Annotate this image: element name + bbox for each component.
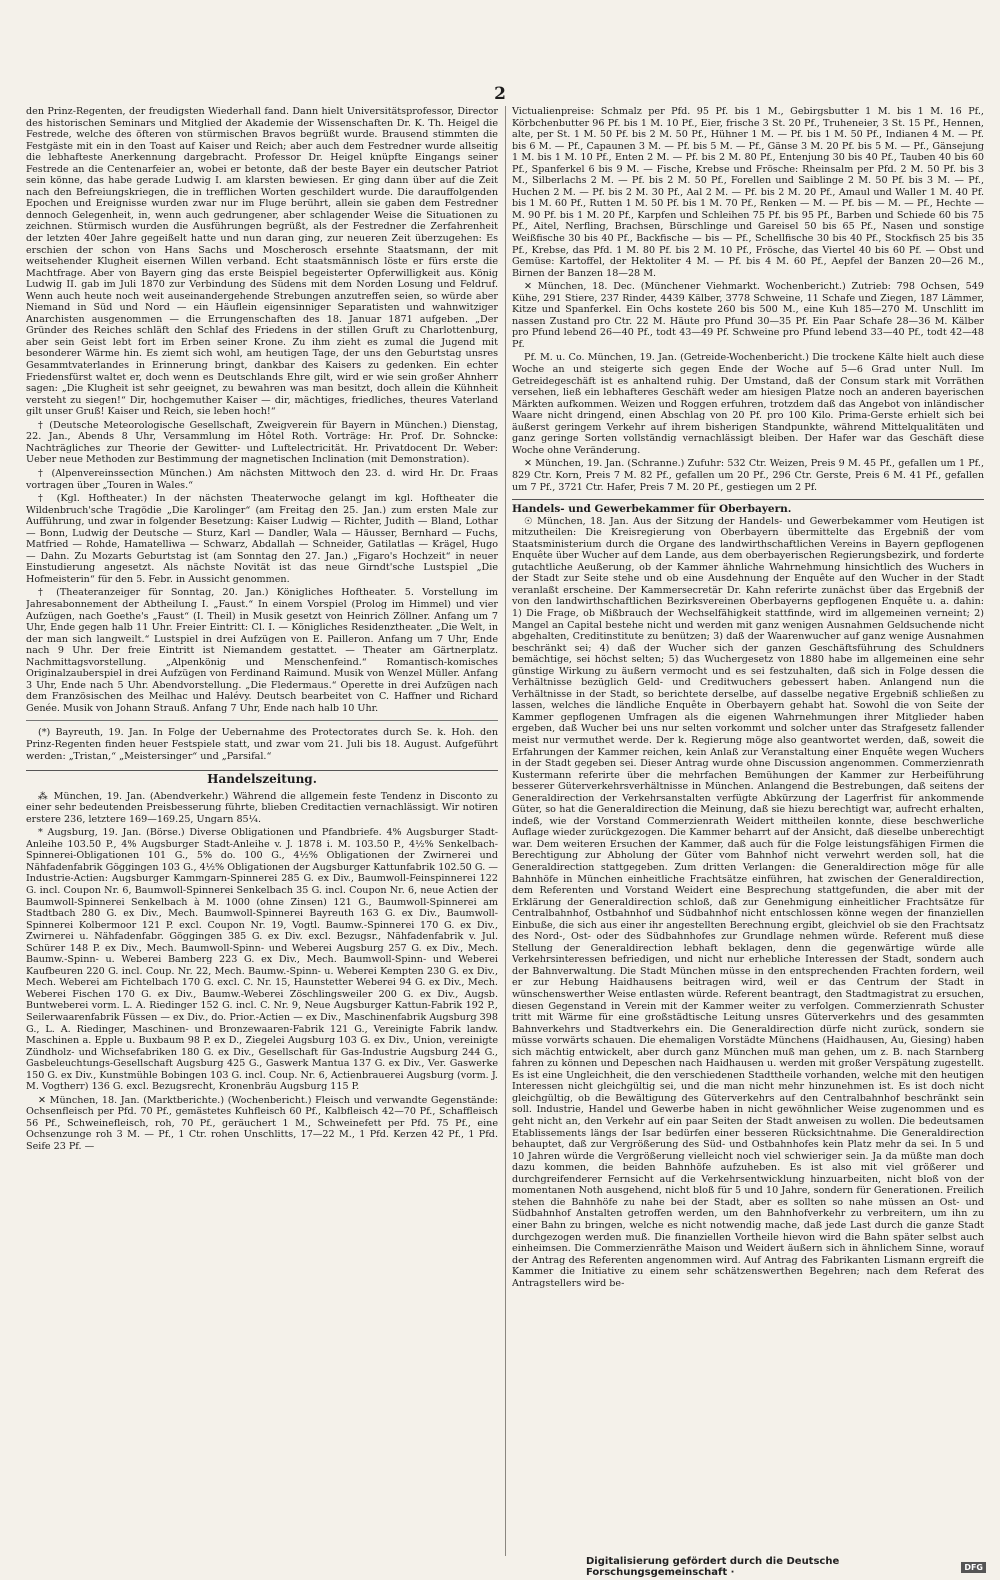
article-paragraph: ☉ München, 18. Jan. Aus der Sitzung der Handels- und Gewerbekammer vom Heutigen ist mitzutheilen: Die Kreisregierung von Oberbayern übermittelte das Ergebniß der vom Staatsministerium durch die Organe des landwirthschaftlichen Vereins in Bayern gepflogenen Enquête über Wucher auf dem Lande, aus dem oberbayerischen Regierungsbezirk, und forderte gutachtliche Aeußerung, ob der Kammer ähnliche Wahrnehmung hinsichtlich des Wuchers in der Stadt zur Seite stehe und ob eine Ausdehnung der Enquête auf den Wucher in der Stadt veranlaßt erscheine. Der Kammersecretär Dr. Kahn referirte zunächst über das Ergebniß der von den landwirthschaftlichen Bezirksvereinen Oberbayerns gepflogenen Enquête u. a. dahin: 1) Die Frage, ob Mißbrauch der Wechselfähigkeit stattfinde, wird im allgemeinen verneint; 2) Mangel an Capital bestehe nicht und werden mit ganz wenigen Ausnahmen Geldsuchende nicht abgehalten, Creditinstitute zu benützen; 3) daß der Waarenwucher auf ganz wenige Ausnahmen beschränkt sei; 4) daß der Wucher sich der ganzen Geschäftsführung des Schuldners bemächtige, sei höchst selten; 5) das Wuchergesetz von 1880 habe im allgemeinen eine sehr günstige Wirkung zu äußern vermocht und es sei festzuhalten, daß sich in Folge dessen die Verhältnisse bezüglich Geld- und Creditwuchers gebessert haben. Anlangend nun die Verhältnisse in der Stadt, so berichtete derselbe, auf dasselbe negative Ergebniß schließen zu lassen, welches die ländliche Enquête in Oberbayern gehabt hat. Sowohl die von Seite der Kammer gepflogenen Umfragen als die eigenen Wahrnehmungen ihrer Mitglieder haben ergeben, daß Wucher bei uns nur selten vorkommt und solcher unter das Strafgesetz fallender meist nur vermuthet werde. Der k. Regierung möge also geantwortet werden, daß, soweit die Erfahrungen der Kammer reichen, kein Anlaß zur Veranstaltung einer Enquête wegen Wuchers in der Stadt gegeben sei. Dieser Antrag wurde ohne Discussion angenommen. Commerzienrath Kustermann referirte über die mehrfachen Bemühungen der Kammer zur Herbeiführung besserer Güterverkehrsverhältnisse in München. Anlangend die Bestrebungen, daß seitens der Generaldirection der Verkehrsanstalten verfügte Abkürzung der Lagerfrist für ankommende Güter, so hat die Generaldirection die Meinung, daß sie hiezu berechtigt war, aufrecht erhalten, indeß, wie der Vorstand Commerzienrath Weidert mittheilen konnte, diese beschwerliche Auflage wieder zurückgezogen. Die Kammer beharrt auf der Ansicht, daß dieselbe unberechtigt war. Dem weiteren Ersuchen der Kammer, daß auch für die Folge leistungsfähigen Firmen die Berechtigung zur Abholung der Güter vom Bahnhof nicht verwehrt werden soll, hat die Generaldirection stattgegeben. Zum dritten Verlangen: die Generaldirection möge für alle Bahnhöfe in München einheitliche Frachtsätze einführen, hat zwischen der Generaldirection, dem Referenten und Vorstand Weidert eine Besprechung stattgefunden, die aber mit der Erklärung der Generaldirection schloß, daß zur Genehmigung einheitlicher Frachtsätze für Centralbahnhof, Ostbahnhof und Südbahnhof nicht entschlossen könne wegen der finanziellen Einbuße, die sich aus einer ihr angestellten Berechnung ergibt, gleichviel ob sie den Frachtsatz des Nord-, Ost- oder des Südbahnhofes zur Grundlage nehmen würde. Referent muß diese Stellung der Generaldirection lebhaft beklagen, denn die gegenwärtige würde alle Verkehrsinteressen befriedigen, und nicht nur erhebliche Interessen der Stadt, sondern auch der Bahnverwaltung. Die Stadt München müsse in den entsprechenden Frachten fordern, weil er zur Hebung Haidhausens beitragen wird, weil er das Centrum der Stadt in wünschenswerther Weise entlasten würde. Referent beantragt, den Stadtmagistrat zu ersuchen, diesen Gegenstand in Verein mit der Kammer weiter zu verfolgen. Commerzienrath Schuster tritt mit Wärme für eine großstädtische Leitung unsres Güterverkehrs und des gesammten Bahnverkehrs und Stadtverkehrs ein. Die Generaldirection dürfe nicht zurück, sondern sie müsse vorwärts schauen. Die ehemaligen Vorstädte Münchens (Haidhausen, Au, Giesing) haben sich mächtig entwickelt, aber durch ganz München muß man gehen, um z. B. nach Starnberg fahren zu können und Depeschen nach Haidhausen u. werden mit großer Verspätung zugestellt. Es ist eine Ungleichheit, die den verschiedenen Stadttheile vorhanden, welche mit den heutigen Interessen nicht gleichgültig sei, und die man nicht mehr hinzunehmen ist. Es ist doch nicht gleichgültig, ob die Bewältigung des Güterverkehrs auf den Centralbahnhof beschränkt sein soll. Industrie, Handel und Gewerbe haben in nicht gewöhnlicher Weise zugenommen und es geht nicht an, den Verkehr auf ein paar Seiten der Stadt anweisen zu wollen. Die bedeutsamen Etablissements längs der Isar bedürfen einer besseren Rücksichtnahme. Die Generaldirection behauptet, daß zur Vergrößerung des Süd- und Ostbahnhofes kein Platz mehr da sei. In 5 und 10 Jahren würde die Vergrößerung vielleicht noch viel schwieriger sein. Ja da müßte man doch dazu kommen, die beiden Bahnhöfe aufzuheben. Es ist also mit viel größerer und durchgreifenderer Fernsicht auf die Verkehrsentwicklung hinzuarbeiten, nicht bloß von der momentanen Noth ausgehend, nicht bloß für 5 und 10 Jahre, sondern für Generationen. Freilich stehen die Bahnhöfe zu nahe bei der Stadt, aber es sollten so nahe müssen an Ost- und Südbahnhof Anstalten getroffen werden, um den Bahnhofverkehr zu verbreitern, um ihn zu einer Bahn zu bringen, welche es nicht notwendig mache, daß jede Last durch die ganze Stadt durchgezogen werden muß. Die finanziellen Vortheile hievon wird die Bahn später selbst auch einheimsen. Die Commerzienräthe Maison und Weidert äußern sich in ähnlichem Sinne, worauf der Antrag des Referenten angenommen wird. Auf Antrag des Fabrikanten Lismann ergreift die Kammer die Initiative zu einem sehr schätzenswerthen Begehren; nach dem Referat des Antragstellers wird be- [512,515,984,1289]
article-paragraph: ✕ München, 19. Jan. (Schranne.) Zufuhr: 532 Ctr. Weizen, Preis 9 M. 45 Pf., gefallen um 1 Pf., 829 Ctr. Korn, Preis 7 M. 82 Pf., gefallen um 20 Pf., 296 Ctr. Gerste, Preis 6 M. 41 Pf., gefallen um 7 Pf., 3721 Ctr. Hafer, Preis 7 M. 20 Pf., gestiegen um 2 Pf. [512,458,984,493]
left-column [26,106,498,1561]
column-divider [505,106,506,1556]
dfg-logo-icon: DFG [961,1562,986,1573]
article-paragraph: ✕ München, 18. Jan. (Marktberichte.) (Wochenbericht.) Fleisch und verwandte Gegenstände: Ochsenfleisch per Pfd. 70 Pf., gemästetes Kuhfleisch 60 Pf., Kalbfleisch 42—70 Pf., Schaffleisch 56 Pf., Schweinefleisch, roh, 70 Pf., geräuchert 1 M., Schweinefett per Pfd. 75 Pf., eine Ochsenzunge roh 3 M. — Pf., 1 Ctr. rohen Unschlitts, 17—22 M., 1 Pfd. Kerzen 42 Pf., 1 Pfd. Seife 23 Pf. — [26,1094,498,1153]
article-paragraph: ✕ München, 18. Dec. (Münchener Viehmarkt. Wochenbericht.) Zutrieb: 798 Ochsen, 549 Kühe, 291 Stiere, 237 Rinder, 4439 Kälber, 3778 Schweine, 11 Schafe und Ziegen, 187 Lämmer, Kitze und Spanferkel. Ein Ochs kostete 260 bis 500 M., eine Kuh 185—270 M. Unschlitt im nassen Zustand pro Ctr. 22 M. Häute pro Pfund 30—35 Pf. Ein Paar Schafe 28—36 M. Kälber pro Pfund lebend 26—40 Pf., todt 43—49 Pf. Schweine pro Pfund lebend 33—40 Pf., todt 42—48 Pf. [512,281,984,350]
article-paragraph: † (Kgl. Hoftheater.) In der nächsten Theaterwoche gelangt im kgl. Hoftheater die Wildenbruch'sche Tragödie „Die Karolinger“ (am Freitag den 25. Jan.) zum ersten Male zur Aufführung, und zwar in folgender Besetzung: Kaiser Ludwig — Richter, Judith — Bland, Lothar — Bonn, Ludwig der Deutsche — Sturz, Karl — Dandler, Wala — Häusser, Bernhard — Fuchs, Matfried — Rohde, Hamatelliwa — Schwarz, Abdallah — Schneider, Gatilatlas — Krägel, Hugo — Dahn. Zu Mozarts Geburtstag ist (am Sonntag den 27. Jan.) „Figaro's Hochzeit“ in neuer Einstudierung angesetzt. Als nächste Novität ist das neue Girndt'sche Lustspiel „Die Hofmeisterin“ für den 5. Febr. in Aussicht genommen. [26,493,498,585]
article-paragraph: den Prinz-Regenten, der freudigsten Wiederhall fand. Dann hielt Universitätsprofessor, Director des historischen Seminars und Mitglied der Akademie der Wissenschaften Dr. K. Th. Heigel die Festrede, welche des öfteren von stürmischen Bravos begrüßt wurde. Brausend stimmten die Festgäste mit ein in den Toast auf Kaiser und Reich; aber auch dem Festredner wurde allseitig die lebhafteste Anerkennung dargebracht. Professor Dr. Heigel knüpfte Eingangs seiner Festrede an die Centenarfeier an, wobei er betonte, daß der beste Bayer ein deutscher Patriot sein könne, das habe gerade Ludwig I. am klarsten bewiesen. Er ging dann über auf die Zeit nach den Befreiungskriegen, die in trefflichen Worten geschildert wurde. Die darauffolgenden Epochen und Ereignisse wurden zwar nur im Fluge berührt, allein sie gaben dem Festredner dennoch Gelegenheit, in, wenn auch gedrungener, aber schlagender Weise die Situationen zu zeichnen. Stürmisch wurden die Ausführungen begrüßt, als der Festredner die Zerfahrenheit der letzten 40er Jahre gegeißelt hatte und nun daran ging, zur neueren Zeit überzugehen: Es erschien der schon von Hans Sachs und Moscherosch ersehnte Staatsmann, der mit weitsehender Klugheit eisernen Willen verband. Echt staatsmännisch löste er fürs erste die Machtfrage. Aber von Bayern ging das erste Beispiel begeisterter Opferwilligkeit aus. König Ludwig II. gab im Juli 1870 zur Verbindung des Südens mit dem Norden Losung und Feldruf. Wenn auch heute noch weit auseinandergehende Strebungen anzutreffen seien, so würde aber Niemand in Süd und Nord — ein Häuflein eigensinniger Separatisten und wahnwitziger Anarchisten ausgenommen — die Errungenschaften des 18. Januar 1871 aufgeben. „Der Gründer des Reiches schläft den Schlaf des Friedens in der stillen Gruft zu Charlottenburg, aber sein Geist lebt fort im Erben seiner Krone. Zu ihm zieht es zumal die Jugend mit besonderer Wärme hin. Es ziemt sich wohl, am heutigen Tage, der uns den Geburtstag unsres Gesammtvaterlandes in Erinnerung bringt, dankbar des Kaisers zu gedenken. Ein echter Friedensfürst waltet er, doch wenn es Deutschlands Ehre gilt, wird er wie sein großer Ahnherr sagen: „Die Klugheit ist sehr geeignet, zu bewahren was man besitzt, doch allein die Kühnheit versteht zu siegen!“ Dir, hochgemuther Kaiser — dir, mächtiges, friedliches, theures Vaterland gilt unser Gruß! Kaiser und Reich, sie leben hoch!“ [26,106,498,418]
article-paragraph: * Augsburg, 19. Jan. (Börse.) Diverse Obligationen und Pfandbriefe. 4% Augsburger Stadt-Anleihe 103.50 P., 4% Augsburger Stadt-Anleihe v. J. 1878 i. M. 103.50 P., 4½% Senkelbach-Spinnerei-Obligationen 101 G., 5% do. 100 G., 4½% Obligationen der Zwirnerei und Nähfadenfabrik Göggingen 103 G., 4½% Obligationen der Augsburger Kattunfabrik 102.50 G. — Industrie-Actien: Augsburger Kammgarn-Spinnerei 285 G. ex Div., Baumwoll-Feinspinnerei 122 G. incl. Coupon Nr. 6, Baumwoll-Spinnerei Senkelbach 35 G. incl. Coupon Nr. 6, neue Actien der Baumwoll-Spinnerei Senkelbach à M. 1000 (ohne Zinsen) 121 G., Baumwoll-Spinnerei am Stadtbach 280 G. ex Div., Mech. Baumwoll-Spinnerei Bayreuth 163 G. ex Div., Baumwoll-Spinnerei Kolbermoor 121 P. excl. Coupon Nr. 19, Vogtl. Baumw.-Spinnerei 170 G. ex Div., Zwirnerei u. Nähfadenfabr. Göggingen 385 G. ex Div. excl. Bezugsr., Nähfadenfabrik v. Jul. Schürer 148 P. ex Div., Mech. Baumwoll-Spinn- und Weberei Augsburg 257 G. ex Div., Mech. Baumw.-Spinn- u. Weberei Bamberg 223 G. ex Div., Mech. Baumwoll-Spinn- und Weberei Kaufbeuren 220 G. incl. Coup. Nr. 22, Mech. Baumw.-Spinn- u. Weberei Kempten 230 G. ex Div., Mech. Weberei am Fichtelbach 170 G. excl. C. Nr. 15, Haunstetter Weberei 94 G. ex Div., Mech. Weberei Fischen 170 G. ex Div., Baumw.-Weberei Zöschlingsweiler 200 G. ex Div., Augsb. Buntweberei vorm. L. A. Riedinger 152 G. incl. C. Nr. 9, Neue Augsburger Kattun-Fabrik 192 P., Seilerwaarenfabrik Füssen — ex Div., do. Prior.-Actien — ex Div., Maschinenfabrik Augsburg 398 G., L. A. Riedinger, Maschinen- und Bronzewaaren-Fabrik 121 G., Vereinigte Fabrik landw. Maschinen a. Epple u. Buxbaum 98 P. ex D., Ziegelei Augsburg 103 G. ex Div., Union, vereinigte Zündholz- und Wichsefabriken 180 G. ex Div., Gesellschaft für Gas-Industrie Augsburg 244 G., Gasbeleuchtungs-Gesellschaft Augsburg 425 G., Gaswerk Mantua 137 G. ex Div., Ver. Gaswerke 150 G. ex Div., Kunstmühle Bobingen 103 G. incl. Coup. Nr. 6, Actienbrauerei Augsburg (vorm. J. M. Vogtherr) 136 G. excl. Bezugsrecht, Kronenbräu Augsburg 115 P. [26,827,498,1093]
section-heading-handelszeitung: Handelszeitung. [26,770,498,786]
article-paragraph: † (Deutsche Meteorologische Gesellschaft, Zweigverein für Bayern in München.) Dienstag, 22. Jan., Abends 8 Uhr, Versammlung im Hôtel Roth. Vorträge: Hr. Prof. Dr. Sohncke: Nachträgliches zur Theorie der Gewitter- und Luftelectricität. Hr. Privatdocent Dr. Weber: Ueber neue Methoden zur Bestimmung der magnetischen Inclination (mit Demonstration). [26,419,498,466]
section-heading-gewerbekammer: Handels- und Gewerbekammer für Oberbayern. [512,499,984,516]
article-paragraph: (*) Bayreuth, 19. Jan. In Folge der Uebernahme des Protectorates durch Se. k. Hoh. den Prinz-Regenten finden heuer Festspiele statt, und zwar vom 21. Juli bis 18. August. Aufgeführt werden: „Tristan,“ „Meistersinger“ und „Parsifal.“ [26,727,498,762]
article-paragraph: † (Theateranzeiger für Sonntag, 20. Jan.) Königliches Hoftheater. 5. Vorstellung im Jahresabonnement der Abtheilung I. „Faust.“ In einem Vorspiel (Prolog im Himmel) und vier Aufzügen, nach Goethe's „Faust“ (I. Theil) in Musik gesetzt von Heinrich Zöllner. Anfang um 7 Uhr, Ende gegen halb 11 Uhr. Freier Eintritt: Cl. I. — Königliches Residenztheater. „Die Welt, in der man sich langweilt.“ Lustspiel in drei Aufzügen von E. Pailleron. Anfang um 7 Uhr, Ende nach 9 Uhr. Der freie Eintritt ist Niemandem gestattet. — Theater am Gärtnerplatz. Nachmittagsvorstellung. „Alpenkönig und Menschenfeind.“ Romantisch-komisches Originalzauberspiel in drei Aufzügen von Ferdinand Raimund. Musik von Wenzel Müller. Anfang 3 Uhr, Ende nach 5 Uhr. Abendvorstellung. „Die Fledermaus.“ Operette in drei Aufzügen nach dem Französischen des Meilhac und Halévy. Deutsch bearbeitet von C. Haffner und Richard Genée. Musik von Johann Strauß. Anfang 7 Uhr, Ende nach halb 10 Uhr. [26,587,498,714]
footer-text: Digitalisierung gefördert durch die Deutsche Forschungsgemeinschaft · [586,1556,840,1578]
right-column [512,106,984,1561]
article-paragraph: Pf. M. u. Co. München, 19. Jan. (Getreide-Wochenbericht.) Die trockene Kälte hielt auch diese Woche an und steigerte sich gegen Ende der Woche auf 5—6 Grad unter Null. Im Getreidegeschäft ist es anhaltend ruhig. Der Umstand, daß der Consum stark mit Vorräthen versehen, ließ ein lebhafteres Geschäft weder am hiesigen Platze noch an anderen bayerischen Märkten aufkommen. Weizen und Roggen erfuhren, trotzdem daß das Angebot von inländischer Waare nicht dringend, einen Abschlag von 20 Pf. pro 100 Kilo. Prima-Gerste erhielt sich bei äußerst geringem Verkehr auf ihrem bisherigen Standpunkte, während Mittelqualitäten und ganz geringe Sorten vollständig vernachlässigt bleiben. Der Hafer war das Geschäft diese Woche ohne Veränderung. [512,352,984,456]
article-paragraph: ⁂ München, 19. Jan. (Abendverkehr.) Während die allgemein feste Tendenz in Disconto zu einer sehr bedeutenden Preisbesserung führte, blieben Creditactien vernachlässigt. Wir notiren erstere 236, letztere 169—169.25, Ungarn 85¼. [26,790,498,825]
article-paragraph: † (Alpenvereinssection München.) Am nächsten Mittwoch den 23. d. wird Hr. Dr. Fraas vortragen über „Touren in Wales.“ [26,467,498,491]
page-number: 2 [494,84,506,104]
article-paragraph: Victualienpreise: Schmalz per Pfd. 95 Pf. bis 1 M., Gebirgsbutter 1 M. bis 1 M. 16 Pf., Körbchenbutter 96 Pf. bis 1 M. 10 Pf., Eier, frische 3 St. 20 Pf., Truheneier, 3 St. 15 Pf., Hennen, alte, per St. 1 M. 50 Pf. bis 2 M. 50 Pf., Hühner 1 M. — Pf. bis 1 M. 50 Pf., Indianen 4 M. — Pf. bis 6 M. — Pf., Capaunen 3 M. — Pf. bis 5 M. — Pf., Gänse 3 M. 20 Pf. bis 5 M. — Pf., Gänsejung 1 M. bis 1 M. 10 Pf., Enten 2 M. — Pf. bis 2 M. 80 Pf., Entenjung 30 bis 40 Pf., Tauben 40 bis 60 Pf., Spanferkel 6 bis 9 M. — Fische, Krebse und Frösche: Rheinsalm per Pfd. 2 M. 50 Pf. bis 3 M., Silberlachs 2 M. — Pf. bis 2 M. 50 Pf., Forellen und Saiblinge 2 M. 50 Pf. bis 3 M. — Pf., Huchen 2 M. — Pf. bis 2 M. 30 Pf., Aal 2 M. — Pf. bis 2 M. 20 Pf., Amaul und Waller 1 M. 40 Pf. bis 1 M. 60 Pf., Rutten 1 M. 50 Pf. bis 1 M. 70 Pf., Renken — M. — Pf. bis — M. — Pf., Hechte — M. 90 Pf. bis 1 M. 20 Pf., Karpfen und Schleihen 75 Pf. bis 95 Pf., Barben und Schiede 60 bis 75 Pf., Aitel, Nerfling, Brachsen, Bürschlinge und Gareisel 50 bis 65 Pf., Nasen und sonstige Weißfische 30 bis 40 Pf., Backfische — bis — Pf., Schellfische 30 bis 40 Pf., Stockfisch 25 bis 35 Pf., Krebse, das Pfd. 1 M. 80 Pf. bis 2 M. 10 Pf., Frösche, das Viertel 40 bis 60 Pf. — Obst und Gemüse: Kartoffel, der Hektoliter 4 M. — Pf. bis 4 M. 60 Pf., Aepfel der Banzen 20—26 M., Birnen der Banzen 18—28 M. [512,106,984,279]
digitization-footer [586,1556,986,1578]
divider [26,720,498,721]
